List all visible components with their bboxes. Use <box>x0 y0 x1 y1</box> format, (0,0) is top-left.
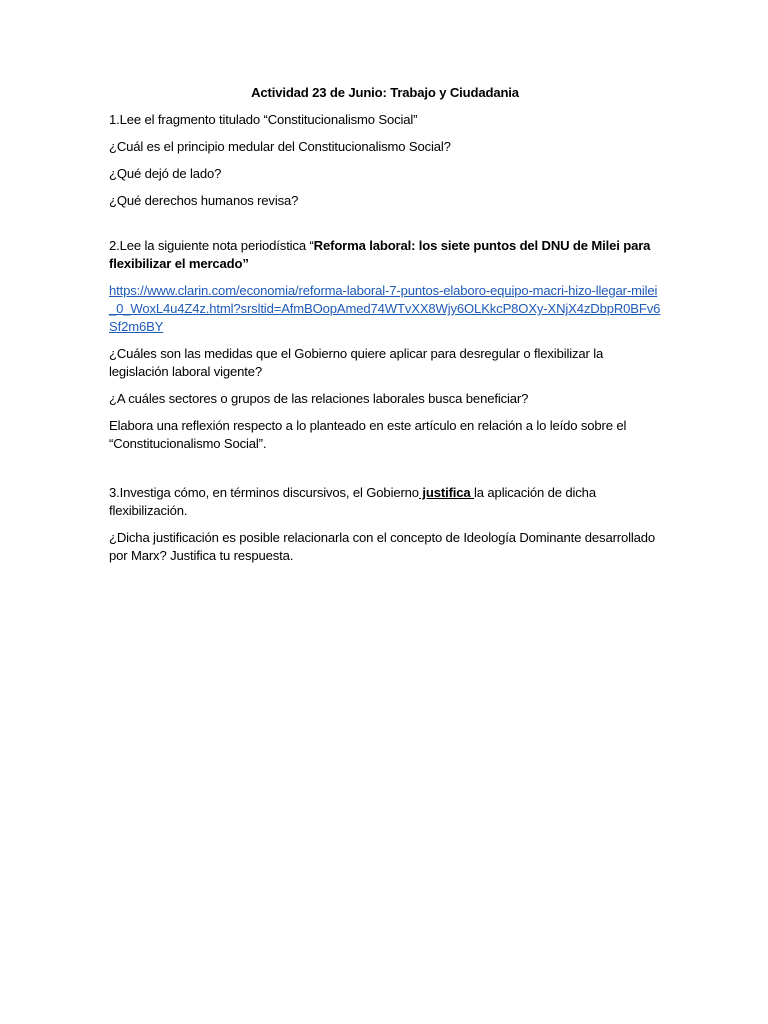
section3-emphasis: justifica <box>418 485 475 500</box>
spacer <box>109 462 661 484</box>
document-title: Actividad 23 de Junio: Trabajo y Ciudadania <box>251 85 519 100</box>
section1-question-1: ¿Cuál es el principio medular del Constitucionalismo Social? <box>109 139 451 154</box>
article-link[interactable]: https://www.clarin.com/economia/reforma-laboral-7-puntos-elaboro-equipo-macri-hizo-llegar-milei_0_WoxL4u4Z4z.html?srsltid=AfmBOopAmed74WTvXX8Wjy6OLKkcP8OXy-XNjX4zDbpR0BFv6Sf2m6BY <box>109 283 661 334</box>
section3-intro-suffix: la aplicación de dicha flexibilización. <box>109 485 596 518</box>
section2-intro <box>109 237 661 273</box>
section2-question-1: ¿Cuáles son las medidas que el Gobierno quiere aplicar para desregular o flexibilizar la legislación laboral vigente? <box>109 346 604 379</box>
section2-question-3: Elabora una reflexión respecto a lo planteado en este artículo en relación a lo leído sobre el “Constitucionalismo Social”. <box>109 418 627 451</box>
section2-article-title: Reforma laboral: los siete puntos del DNU de Milei para flexibilizar el mercado” <box>109 238 651 271</box>
section1-question-3: ¿Qué derechos humanos revisa? <box>109 193 299 208</box>
section3-question: ¿Dicha justificación es posible relacionarla con el concepto de Ideología Dominante desarrollado por Marx? Justifica tu respuesta. <box>109 530 656 563</box>
section2-question-2: ¿A cuáles sectores o grupos de las relaciones laborales busca beneficiar? <box>109 391 529 406</box>
section2-intro-prefix: 2.Lee la siguiente nota periodística “ <box>109 238 314 253</box>
section3-intro <box>109 484 661 520</box>
section3-intro-prefix: 3.Investiga cómo, en términos discursivos, el Gobierno <box>109 485 419 500</box>
section1-question-2: ¿Qué dejó de lado? <box>109 166 222 181</box>
spacer <box>109 219 661 237</box>
document-body <box>109 84 661 574</box>
section1-intro: 1.Lee el fragmento titulado “Constitucionalismo Social” <box>109 112 418 127</box>
